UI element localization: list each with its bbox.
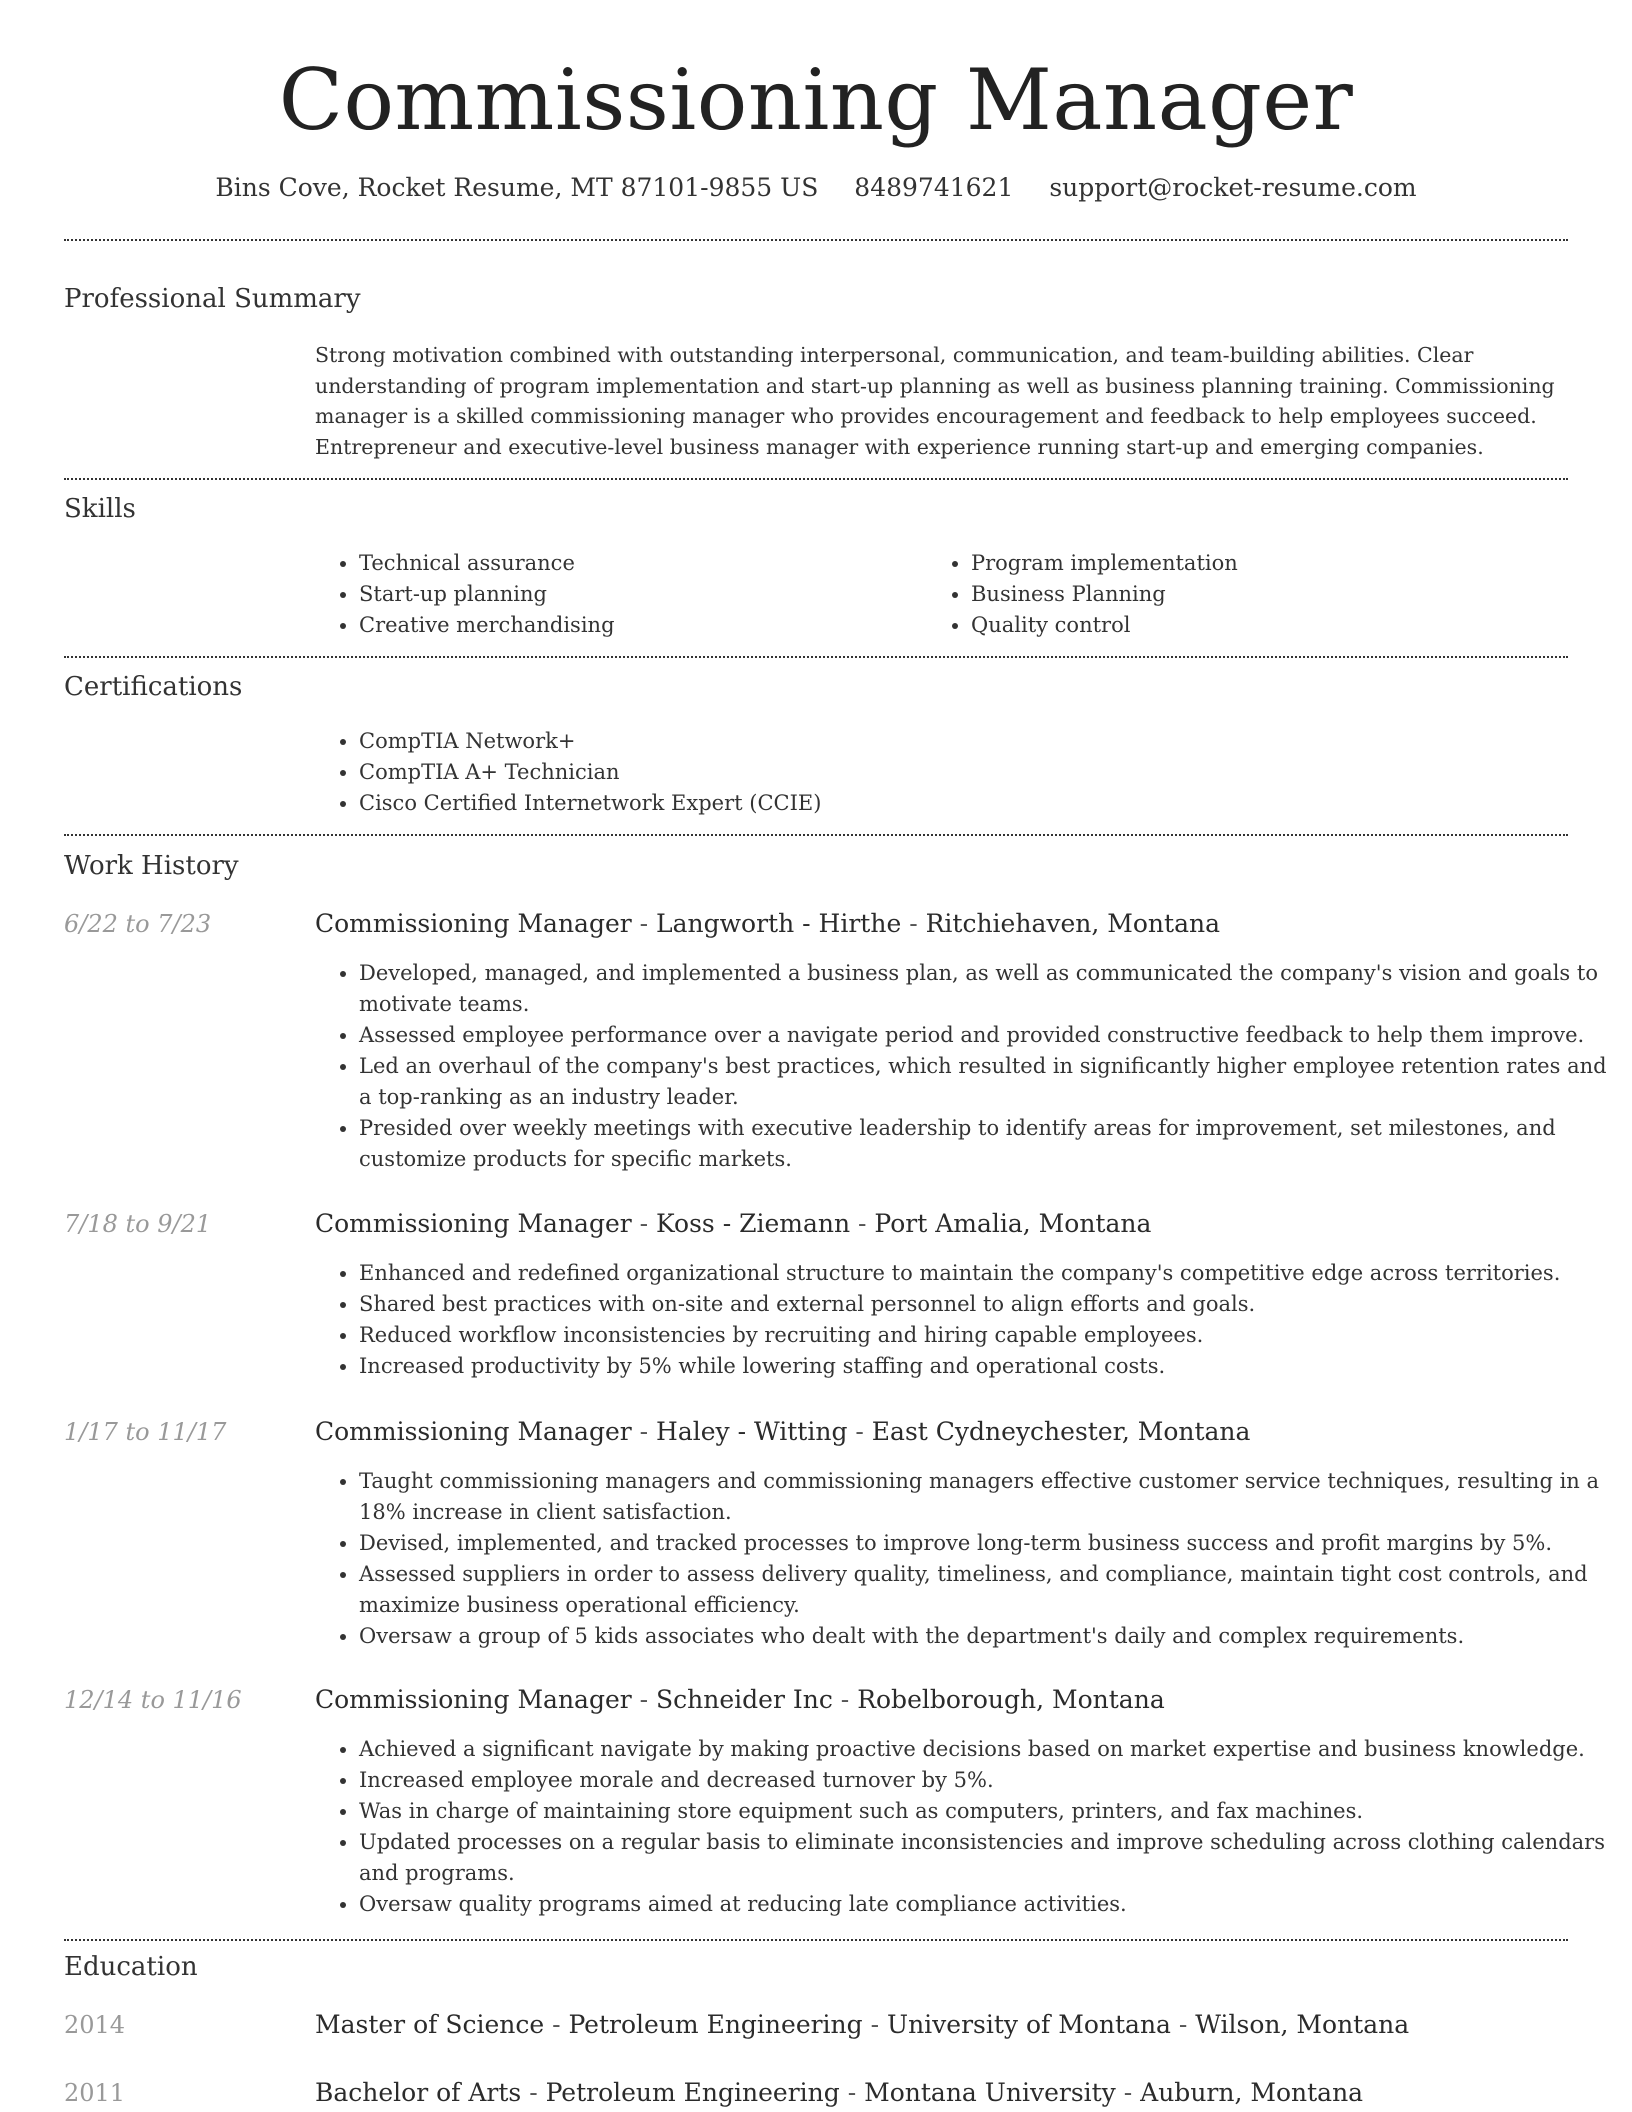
separator: - — [832, 1685, 858, 1714]
job-bullet: • Oversaw quality programs aimed at reducing late compliance activities. — [359, 1889, 1609, 1920]
job-dates: 6/22 to 7/23 — [64, 910, 212, 938]
job-dates: 12/14 to 11/16 — [64, 1686, 242, 1714]
job-bullet: • Taught commissioning managers and commissioning managers effective customer service techniques, resulting in a 18% increase in client satisfaction. — [359, 1466, 1609, 1528]
skill-item: • Business Planning — [971, 579, 1571, 610]
job-bullet: • Presided over weekly meetings with executive leadership to identify areas for improvement, set milestones, and customize products for specific markets. — [359, 1113, 1609, 1175]
job-location: Robelborough, Montana — [857, 1685, 1165, 1714]
section-title-skills: Skills — [64, 494, 136, 524]
job-bullet: • Enhanced and redefined organizational structure to maintain the company's competitive edge across territories. — [359, 1258, 1609, 1289]
job-heading — [315, 1683, 1165, 1717]
job-company: Koss - Ziemann — [656, 1209, 851, 1238]
education-school: Montana University — [864, 2078, 1116, 2107]
skill-item: • Quality control — [971, 610, 1571, 641]
section-title-work-history: Work History — [64, 851, 239, 881]
separator: - — [631, 1209, 657, 1238]
job-bullet: • Devised, implemented, and tracked processes to improve long-term business success and profit margins by 5%. — [359, 1528, 1609, 1559]
job-bullets — [315, 1734, 1609, 1920]
education-degree: Bachelor of Arts — [315, 2078, 522, 2107]
job-bullet: • Oversaw a group of 5 kids associates who dealt with the department's daily and complex requirements. — [359, 1621, 1609, 1652]
job-bullet: • Updated processes on a regular basis to eliminate inconsistencies and improve scheduling across clothing calendars and programs. — [359, 1827, 1609, 1889]
skills-list-left — [315, 548, 919, 641]
separator: - — [521, 2078, 546, 2107]
separator: - — [901, 909, 926, 938]
job-company: Haley - Witting — [656, 1417, 848, 1446]
job-bullet: • Increased employee morale and decreased turnover by 5%. — [359, 1765, 1609, 1796]
contact-line — [0, 170, 1632, 206]
job-title: Commissioning Manager — [315, 909, 632, 938]
section-divider — [64, 239, 1568, 241]
skill-item: • Start-up planning — [359, 579, 919, 610]
skill-item: • Technical assurance — [359, 548, 919, 579]
section-title-education: Education — [64, 1952, 198, 1982]
job-bullets — [315, 1258, 1609, 1382]
contact-address: Bins Cove, Rocket Resume, MT 87101-9855 US — [215, 173, 819, 202]
skills-list-right — [927, 548, 1571, 641]
job-bullet: • Was in charge of maintaining store equipment such as computers, printers, and fax machines. — [359, 1796, 1609, 1827]
section-divider — [64, 656, 1568, 658]
job-bullet: • Led an overhaul of the company's best practices, which resulted in significantly higher employee retention rates and a top-ranking as an industry leader. — [359, 1051, 1609, 1113]
contact-email[interactable]: support@rocket-resume.com — [1049, 173, 1417, 202]
education-field: Petroleum Engineering — [545, 2078, 840, 2107]
separator: - — [850, 1209, 875, 1238]
job-heading — [315, 1415, 1250, 1449]
job-location: Ritchiehaven, Montana — [925, 909, 1220, 938]
job-title: Commissioning Manager — [315, 1209, 632, 1238]
job-bullet: • Achieved a significant navigate by making proactive decisions based on market expertise and business knowledge. — [359, 1734, 1609, 1765]
section-divider — [64, 1939, 1568, 1941]
job-bullet: • Developed, managed, and implemented a business plan, as well as communicated the company's vision and goals to motivate teams. — [359, 958, 1609, 1020]
education-school: University of Montana — [887, 2010, 1171, 2039]
education-heading — [315, 2008, 1409, 2042]
contact-phone: 8489741621 — [854, 173, 1014, 202]
job-title: Commissioning Manager — [315, 1417, 632, 1446]
education-location: Wilson, Montana — [1195, 2010, 1410, 2039]
job-dates: 7/18 to 9/21 — [64, 1210, 212, 1238]
education-field: Petroleum Engineering — [568, 2010, 863, 2039]
separator: - — [862, 2010, 888, 2039]
job-location: East Cydneychester, Montana — [871, 1417, 1251, 1446]
job-bullet: • Assessed employee performance over a navigate period and provided constructive feedback to help them improve. — [359, 1020, 1609, 1051]
job-bullet: • Assessed suppliers in order to assess delivery quality, timeliness, and compliance, maintain tight cost controls, and maximize business operational efficiency. — [359, 1559, 1609, 1621]
certification-item: • CompTIA A+ Technician — [359, 757, 1559, 788]
job-dates: 1/17 to 11/17 — [64, 1418, 227, 1446]
job-bullet: • Reduced workflow inconsistencies by recruiting and hiring capable employees. — [359, 1320, 1609, 1351]
separator: - — [631, 1417, 657, 1446]
certification-item: • CompTIA Network+ — [359, 726, 1559, 757]
separator: - — [544, 2010, 569, 2039]
separator: - — [631, 909, 657, 938]
education-year: 2011 — [64, 2079, 126, 2107]
job-bullet: • Shared best practices with on-site and external personnel to align efforts and goals. — [359, 1289, 1609, 1320]
skill-item: • Creative merchandising — [359, 610, 919, 641]
separator: - — [631, 1685, 657, 1714]
separator: - — [839, 2078, 865, 2107]
job-location: Port Amalia, Montana — [874, 1209, 1152, 1238]
certification-item: • Cisco Certified Internetwork Expert (CCIE) — [359, 788, 1559, 819]
certifications-list — [315, 726, 1559, 819]
education-heading — [315, 2076, 1363, 2110]
education-year: 2014 — [64, 2011, 126, 2039]
candidate-name: Commissioning Manager — [278, 51, 1354, 149]
job-bullets — [315, 958, 1609, 1175]
separator: - — [847, 1417, 872, 1446]
job-company: Langworth - Hirthe — [656, 909, 902, 938]
job-heading — [315, 1207, 1151, 1241]
job-bullet: • Increased productivity by 5% while lowering staffing and operational costs. — [359, 1351, 1609, 1382]
job-heading — [315, 907, 1220, 941]
summary-text: Strong motivation combined with outstanding interpersonal, communication, and team-building abilities. Clear understanding of program implementation and start-up planning as well as business planning training. Commissioning manager is a skilled commissioning manager who provides encouragement and feedback to help employees succeed. Entrepreneur and executive-level business manager with experience running start-up and emerging companies. — [315, 343, 1555, 459]
section-title-summary: Professional Summary — [64, 284, 361, 314]
section-divider — [64, 834, 1568, 836]
job-title: Commissioning Manager — [315, 1685, 632, 1714]
job-bullets — [315, 1466, 1609, 1652]
skill-item: • Program implementation — [971, 548, 1571, 579]
education-location: Auburn, Montana — [1140, 2078, 1364, 2107]
section-title-certifications: Certifications — [64, 672, 243, 702]
job-company: Schneider Inc — [656, 1685, 833, 1714]
education-degree: Master of Science — [315, 2010, 545, 2039]
separator: - — [1170, 2010, 1196, 2039]
section-divider — [64, 478, 1568, 480]
separator: - — [1115, 2078, 1141, 2107]
